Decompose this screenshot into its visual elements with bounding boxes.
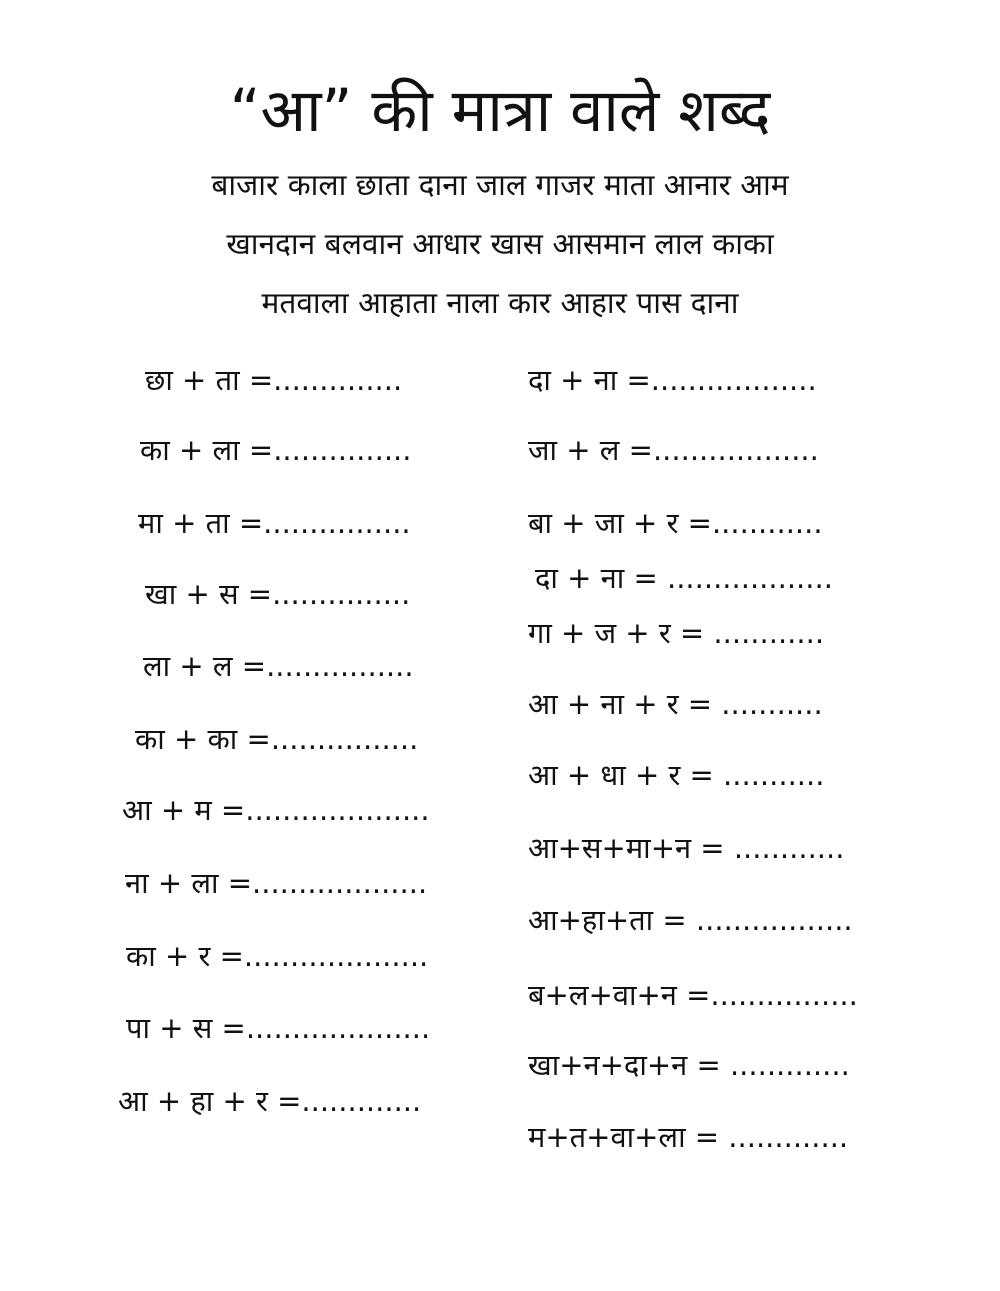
right-exercise-10[interactable]: ब+ल+वा+न =................ — [528, 978, 858, 1012]
right-exercise-2[interactable]: जा + ल =.................. — [528, 433, 819, 467]
left-exercise-1[interactable]: छा + ता =.............. — [145, 363, 403, 397]
right-exercise-5[interactable]: गा + ज + र = ............ — [528, 616, 825, 650]
right-exercise-6[interactable]: आ + ना + र = ........... — [528, 687, 823, 721]
left-exercise-6[interactable]: का + का =................ — [135, 722, 419, 756]
word-bank-line-1: बाजार काला छाता दाना जाल गाजर माता आनार आम — [211, 168, 789, 203]
left-exercise-9[interactable]: का + र =.................... — [126, 939, 429, 973]
right-exercise-1[interactable]: दा + ना =.................. — [528, 363, 817, 397]
left-exercise-2[interactable]: का + ला =............... — [140, 433, 412, 467]
word-bank-line-3: मतवाला आहाता नाला कार आहार पास दाना — [261, 286, 739, 321]
left-exercise-5[interactable]: ला + ल =................ — [143, 649, 414, 683]
right-exercise-3[interactable]: बा + जा + र =............ — [528, 506, 823, 540]
right-exercise-9[interactable]: आ+हा+ता = ................. — [528, 903, 853, 937]
left-exercise-4[interactable]: खा + स =............... — [145, 577, 411, 611]
left-exercise-3[interactable]: मा + ता =................ — [138, 506, 411, 540]
left-exercise-8[interactable]: ना + ला =................... — [125, 866, 428, 900]
word-bank-line-2: खानदान बलवान आधार खास आसमान लाल काका — [226, 227, 774, 262]
right-exercise-7[interactable]: आ + धा + र = ........... — [528, 758, 825, 792]
right-exercise-11[interactable]: खा+न+दा+न = ............. — [528, 1048, 850, 1082]
left-exercise-7[interactable]: आ + म =.................... — [122, 793, 430, 827]
right-exercise-12[interactable]: म+त+वा+ला = ............. — [528, 1120, 849, 1154]
page-title: “आ” की मात्रा वाले शब्द — [229, 77, 771, 146]
right-exercise-4[interactable]: दा + ना = .................. — [535, 561, 833, 595]
right-exercise-8[interactable]: आ+स+मा+न = ............ — [528, 831, 845, 865]
left-exercise-10[interactable]: पा + स =.................... — [126, 1011, 431, 1045]
left-exercise-11[interactable]: आ + हा + र =............. — [118, 1084, 422, 1118]
